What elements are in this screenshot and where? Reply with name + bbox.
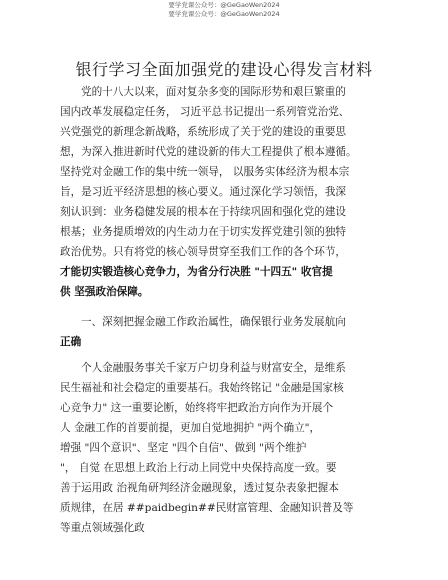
document-title: 银行学习全面加强党的建设心得发言材料 xyxy=(75,60,373,79)
paragraph-2-line: 心竞争力" 这一重要论断，始终将牢把政治方向作为开展个 xyxy=(60,402,334,414)
paragraph-2-line: 善于运用政 治视角研判经济金融现象，透过复杂表象把握本 xyxy=(60,482,339,494)
header-watermark-line-2: 要学党课公众号：@GeGaoWen2024 xyxy=(168,10,280,18)
paragraph-1-line: 才能切实锻造核心竞争力，为省分行决胜 "十四五" 收官提 xyxy=(60,266,333,278)
section-1-heading-line: 正确 xyxy=(60,336,82,348)
section-1-heading-line: 一、深刻把握金融工作政治属性，确保银行业务发展航向 xyxy=(81,316,346,328)
paragraph-1-line: 国内改革发展稳定任务， 习近平总书记提出一系列管党治党、 xyxy=(60,106,350,118)
paragraph-1-line: 党的十八大以来，面对复杂多变的国际形势和艰巨繁重的 xyxy=(81,86,346,98)
header-watermark-line-1: 要学党课公众号：@GeGaoWen2024 xyxy=(168,1,280,9)
paragraph-1-line: 旨，是习近平经济思想的核心要义。通过深化学习领悟，我深 xyxy=(60,186,347,198)
paragraph-2-line: 人 金融工作的首要前提，更加自觉地拥护 "两个确立"， xyxy=(60,422,321,434)
paragraph-1-line: 刻认识到：业务稳健发展的根本在于持续巩固和强化党的建设 xyxy=(60,206,347,218)
paragraph-1-line: 想，为深入推进新时代党的建设新的伟大工程提供了根本遵循。 xyxy=(60,146,357,158)
paragraph-2 xyxy=(60,358,386,538)
paragraph-1 xyxy=(60,82,386,302)
paragraph-2-line: 等重点领域强化政 xyxy=(60,522,145,534)
paragraph-2-line: 质规律，在居 ##paidbegin##民财富管理、金融知识普及等 xyxy=(60,502,354,514)
paragraph-1-line: 供 坚强政治保障。 xyxy=(60,286,149,298)
paragraph-1-line: 坚持党对金融工作的集中统一领导， 以服务实体经济为根本宗 xyxy=(60,166,350,178)
paragraph-2-line: 个人金融服务事关千家万户切身利益与财富安全，是维系 xyxy=(81,362,346,374)
paragraph-2-line: "， 自觉 在思想上政治上行动上同党中央保持高度一致。要 xyxy=(60,462,337,474)
paragraph-1-line: 政治优势。只有将党的核心领导贯穿至我们工作的各个环节， xyxy=(60,246,347,258)
paragraph-2-line: 增强 "四个意识"、坚定 "四个自信"、做到 "两个维护 xyxy=(60,442,307,454)
paragraph-1-line: 根基；业务提质增效的内生动力在于切实发挥党建引领的独特 xyxy=(60,226,347,238)
paragraph-1-line: 兴党强党的新理念新战略，系统形成了关于党的建设的重要思 xyxy=(60,126,347,138)
paragraph-2-line: 民生福祉和社会稳定的重要基石。我始终铭记 "金融是国家核 xyxy=(60,382,344,394)
section-1-heading xyxy=(60,312,386,352)
